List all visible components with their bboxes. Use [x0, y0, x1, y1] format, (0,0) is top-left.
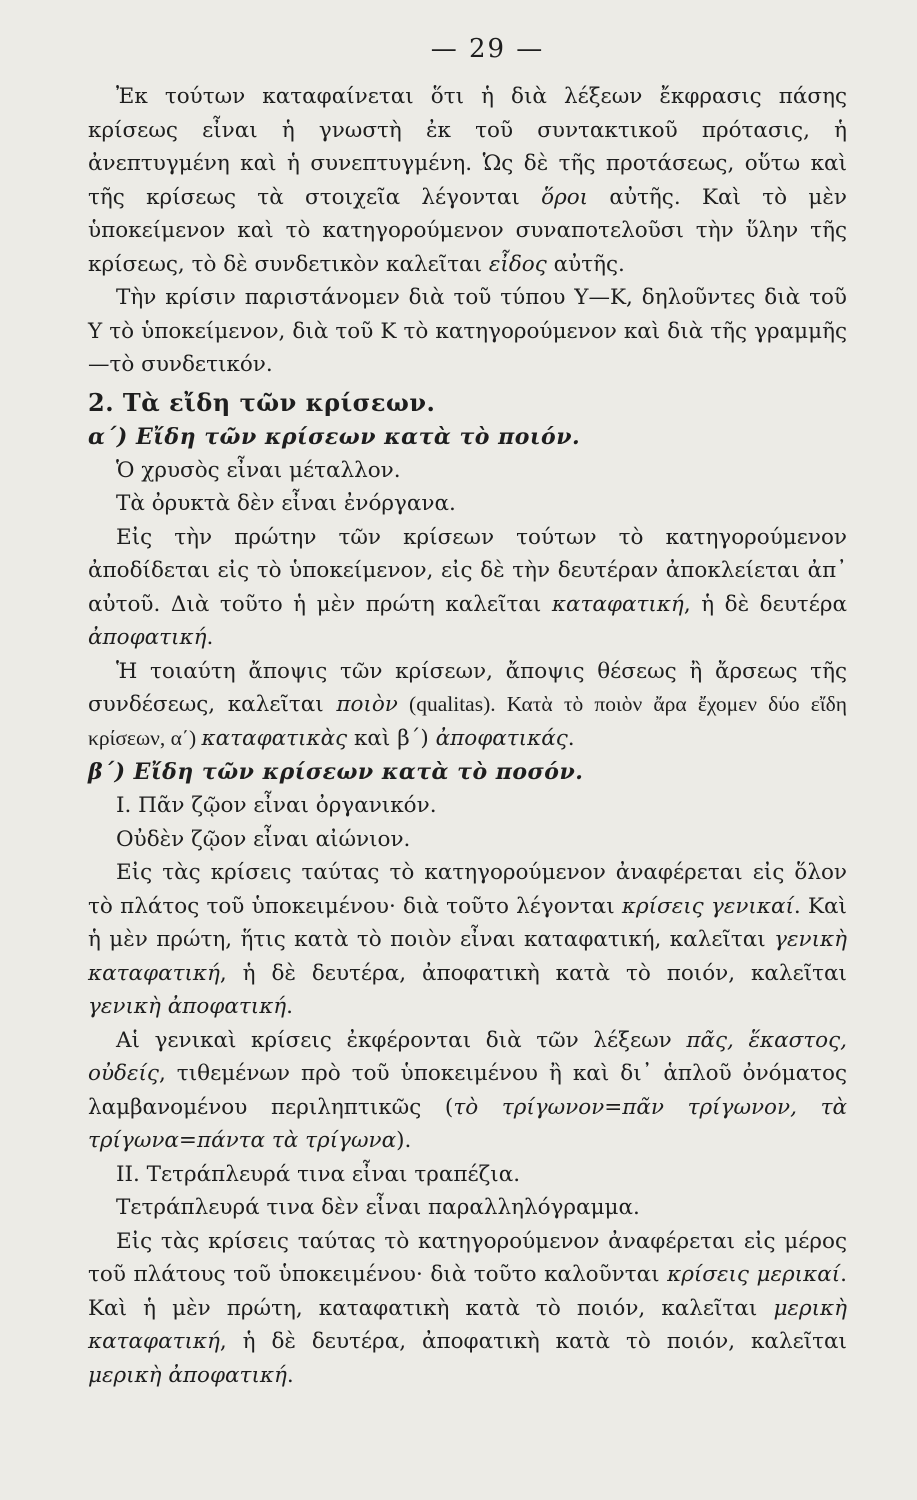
text-run: Εἰς τὰς κρίσεις ταύτας τὸ κατηγορούμενον ἀναφέρεται εἰς μέρος τοῦ πλάτους τοῦ ὑποκειμένου· διὰ τοῦτο καλοῦνται — [88, 1228, 847, 1287]
paragraph-terms — [88, 80, 847, 281]
paragraph-qualitas — [88, 655, 847, 756]
example-sentence: Ι. Πᾶν ζῷον εἶναι ὀργανικόν. — [116, 793, 437, 818]
paragraph-formula: Τὴν κρίσιν παριστάνομεν διὰ τοῦ τύπου Υ—Κ, δηλοῦντες διὰ τοῦ Υ τὸ ὑποκείμενον, διὰ τοῦ Κ τὸ κατηγορούμενον καὶ διὰ τῆς γραμμῆς—τὸ συνδετικόν. — [88, 285, 847, 377]
page-number: — 29 — — [430, 34, 545, 64]
italic-term: τὸ τρίγωνον=πᾶν τρίγωνον, τὰ τρίγωνα=πάντα τὰ τρίγωνα — [88, 1094, 847, 1153]
example-sentence: ΙΙ. Τετράπλευρά τινα εἶναι τραπέζια. — [116, 1161, 521, 1187]
subsection-heading-quality: α΄) Εἴδη τῶν κρίσεων κατὰ τὸ ποιόν. — [88, 423, 581, 450]
text-run: . — [567, 725, 575, 751]
text-run: . — [286, 1362, 294, 1388]
text-run: . Καὶ ἡ μὲν πρώτη, ἥτις κατὰ τὸ ποιὸν εἶναι καταφατική, καλεῖται — [88, 893, 847, 952]
text-run: Αἱ γενικαὶ κρίσεις ἐκφέρονται διὰ τῶν λέξεων — [116, 1027, 687, 1053]
italic-term: κρίσεις γενικαί — [621, 893, 794, 919]
italic-term: ἀποφατική — [88, 625, 207, 650]
text-run: Εἰς τὰς κρίσεις ταύτας τὸ κατηγορούμενον ἀναφέρεται εἰς ὅλον τὸ πλάτος τοῦ ὑποκειμένου· διὰ τοῦτο λέγονται — [88, 860, 847, 919]
italic-term: πᾶς, ἕκαστος, οὐδείς — [88, 1027, 847, 1086]
text-run: , τιθεμένων πρὸ τοῦ ὑποκειμένου ἢ καὶ δι᾽ ἁπλοῦ ὀνόματος λαμβανομένου περιληπτικῶς ( — [88, 1061, 847, 1120]
italic-term: γενικὴ καταφατική — [88, 927, 847, 986]
text-run: . — [286, 994, 294, 1019]
paragraph-affirmative-negative — [88, 521, 847, 655]
italic-term: μερικὴ ἀποφατική — [88, 1362, 287, 1388]
example-sentence: Ὁ χρυσὸς εἶναι μέταλλον. — [116, 457, 401, 483]
italic-term: μερικὴ καταφατική — [88, 1295, 847, 1354]
example-sentence: Τετράπλευρά τινα δὲν εἶναι παραλληλόγραμμα. — [116, 1195, 640, 1220]
text-run: , ἡ δὲ δευτέρα, ἀποφατικὴ κατὰ τὸ ποιόν, καλεῖται — [219, 1329, 847, 1354]
text-run: Ἡ τοιαύτη ἄποψις τῶν κρίσεων, ἄποψις θέσεως ἢ ἄρσεως τῆς συνδέσεως, καλεῖται — [88, 658, 847, 717]
italic-term: γενικὴ ἀποφατική — [88, 994, 287, 1019]
subsection-heading-quantity: β΄) Εἴδη τῶν κρίσεων κατὰ τὸ ποσόν. — [88, 759, 584, 785]
italic-term: καταφατικὰς — [201, 725, 348, 751]
text-run: Ἐκ τούτων καταφαίνεται ὅτι ἡ διὰ λέξεων ἔκφρασις πάσης κρίσεως εἶναι ἡ γνωστὴ ἐκ τοῦ συντακτικοῦ πρότασις, ἡ ἀνεπτυγμένη καὶ ἡ συνεπτυγμένη. Ὡς δὲ τῆς προτάσεως, οὕτω καὶ τῆς κρίσεως τὰ στοιχεῖα λέγονται — [88, 84, 847, 210]
italic-term: κρίσεις μερικαί — [667, 1262, 841, 1287]
example-sentence: Τὰ ὀρυκτὰ δὲν εἶναι ἐνόργανα. — [116, 491, 456, 516]
paragraph-universal-words — [88, 1024, 847, 1158]
italic-term: ὅροι — [541, 184, 589, 210]
text-run: , ἡ δὲ δευτέρα — [683, 591, 847, 617]
text-run: . — [206, 625, 214, 650]
text-run: . Καὶ ἡ μὲν πρώτη, καταφατικὴ κατὰ τὸ ποιόν, καλεῖται — [88, 1262, 847, 1321]
italic-term: εἶδος — [488, 251, 547, 277]
italic-term: καταφατική — [551, 591, 684, 617]
paragraph-particular — [88, 1225, 847, 1393]
paragraph-universal — [88, 856, 847, 1024]
text-run: Εἰς τὴν πρώτην τῶν κρίσεων τούτων τὸ κατηγορούμενον ἀποδίδεται εἰς τὸ ὑποκείμενον, εἰς δὲ τὴν δευτέραν ἀποκλείεται ἀπ᾽ αὐτοῦ. Διὰ τοῦτο ἡ μὲν πρώτη καλεῖται — [88, 524, 847, 617]
example-sentence: Οὐδὲν ζῷον εἶναι αἰώνιον. — [116, 826, 411, 852]
text-run: καὶ β΄) — [347, 725, 436, 751]
page-body — [88, 80, 847, 1392]
text-run: ). — [396, 1128, 412, 1153]
text-run: αὐτῆς. Καὶ τὸ μὲν ὑποκείμενον καὶ τὸ κατηγορούμενον συναποτελοῦσι τὴν ὕλην τῆς κρίσεως, τὸ δὲ συνδετικὸν καλεῖται — [88, 184, 847, 277]
text-run: (qualitas). Κατὰ τὸ ποιὸν ἄρα ἔχομεν δύο εἴδη κρίσεων, α΄) — [88, 692, 847, 750]
italic-term: ποιὸν — [336, 692, 398, 717]
section-heading: 2. Τὰ εἴδη τῶν κρίσεων. — [88, 387, 436, 417]
text-run: αὐτῆς. — [546, 251, 625, 277]
text-run: , ἡ δὲ δευτέρα, ἀποφατικὴ κατὰ τὸ ποιόν, καλεῖται — [219, 960, 847, 986]
italic-term: ἀποφατικάς — [435, 725, 568, 751]
